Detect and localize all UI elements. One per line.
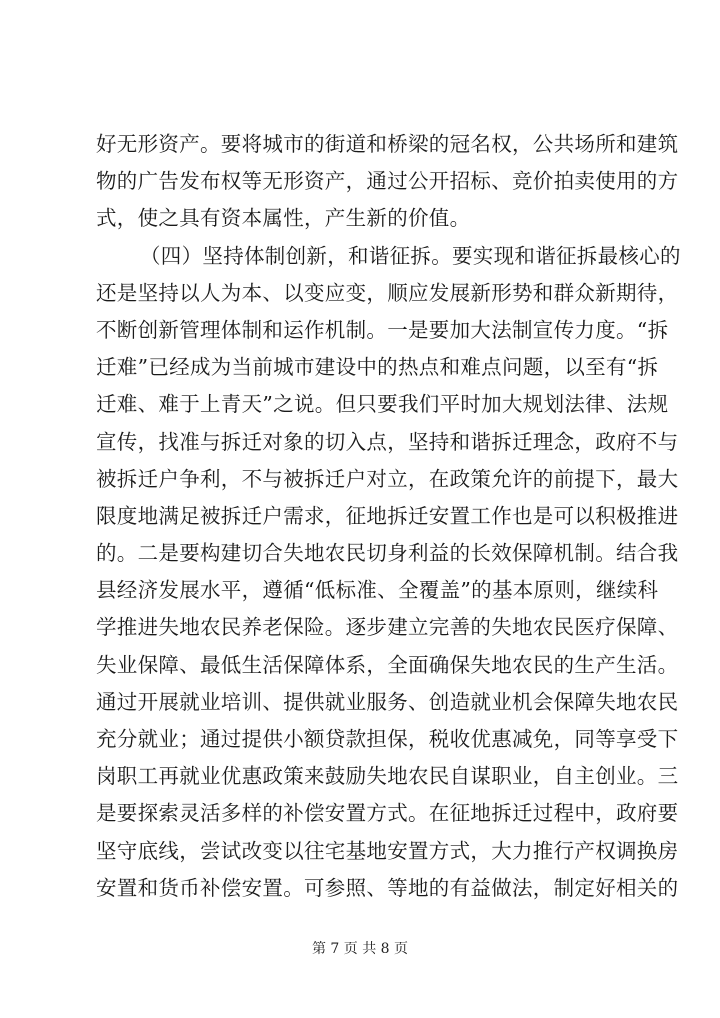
text-line: 失业保障、最低生活保障体系，全面确保失地农民的生产生活。 bbox=[96, 652, 679, 677]
text-line: 坚守底线，尝试改变以往宅基地安置方式，大力推行产权调换房 bbox=[96, 838, 679, 863]
text-line: 物的广告发布权等无形资产，通过公开招标、竞价拍卖使用的方 bbox=[96, 169, 679, 194]
text-line: 充分就业；通过提供小额贷款担保，税收优惠减免，同等享受下 bbox=[96, 727, 679, 751]
text-line: 迁难、难于上青天”之说。但只要我们平时加大规划法律、法规 bbox=[96, 392, 669, 417]
text-line: 式，使之具有资本属性，产生新的价值。 bbox=[96, 206, 471, 231]
text-line: 学推进失地农民养老保险。逐步建立完善的失地农民医疗保障、 bbox=[96, 615, 679, 640]
text-line: （四）坚持体制创新，和谐征拆。要实现和谐征拆最核心的 bbox=[140, 243, 681, 268]
text-line: 好无形资产。要将城市的街道和桥梁的冠名权，公共场所和建筑 bbox=[96, 132, 679, 156]
text-line: 县经济发展水平，遵循“低标准、全覆盖”的基本原则，继续科 bbox=[96, 578, 659, 603]
body-text bbox=[96, 126, 681, 907]
text-line: 还是坚持以人为本、以变应变，顺应发展新形势和群众新期待， bbox=[96, 280, 679, 305]
text-line: 被拆迁户争利，不与被拆迁户对立，在政策允许的前提下，最大 bbox=[96, 466, 679, 491]
text-line: 安置和货币补偿安置。可参照、等地的有益做法，制定好相关的 bbox=[96, 875, 679, 900]
text-line: 限度地满足被拆迁户需求，征地拆迁安置工作也是可以积极推进 bbox=[96, 503, 679, 528]
text-line: 迁难”已经成为当前城市建设中的热点和难点问题，以至有“拆 bbox=[96, 355, 659, 380]
text-line: 的。二是要构建切合失地农民切身利益的长效保障机制。结合我 bbox=[96, 541, 679, 566]
text-line: 通过开展就业培训、提供就业服务、创造就业机会保障失地农民 bbox=[96, 689, 679, 714]
text-line: 岗职工再就业优惠政策来鼓励失地农民自谋职业，自主创业。三 bbox=[96, 764, 679, 789]
text-line: 宣传，找准与拆迁对象的切入点，坚持和谐拆迁理念，政府不与 bbox=[96, 429, 679, 454]
page-footer: 第 7 页 共 8 页 bbox=[311, 941, 409, 957]
text-line: 不断创新管理体制和运作机制。一是要加大法制宣传力度。“拆 bbox=[96, 317, 669, 342]
text-line: 是要探索灵活多样的补偿安置方式。在征地拆迁过程中，政府要 bbox=[96, 801, 679, 826]
